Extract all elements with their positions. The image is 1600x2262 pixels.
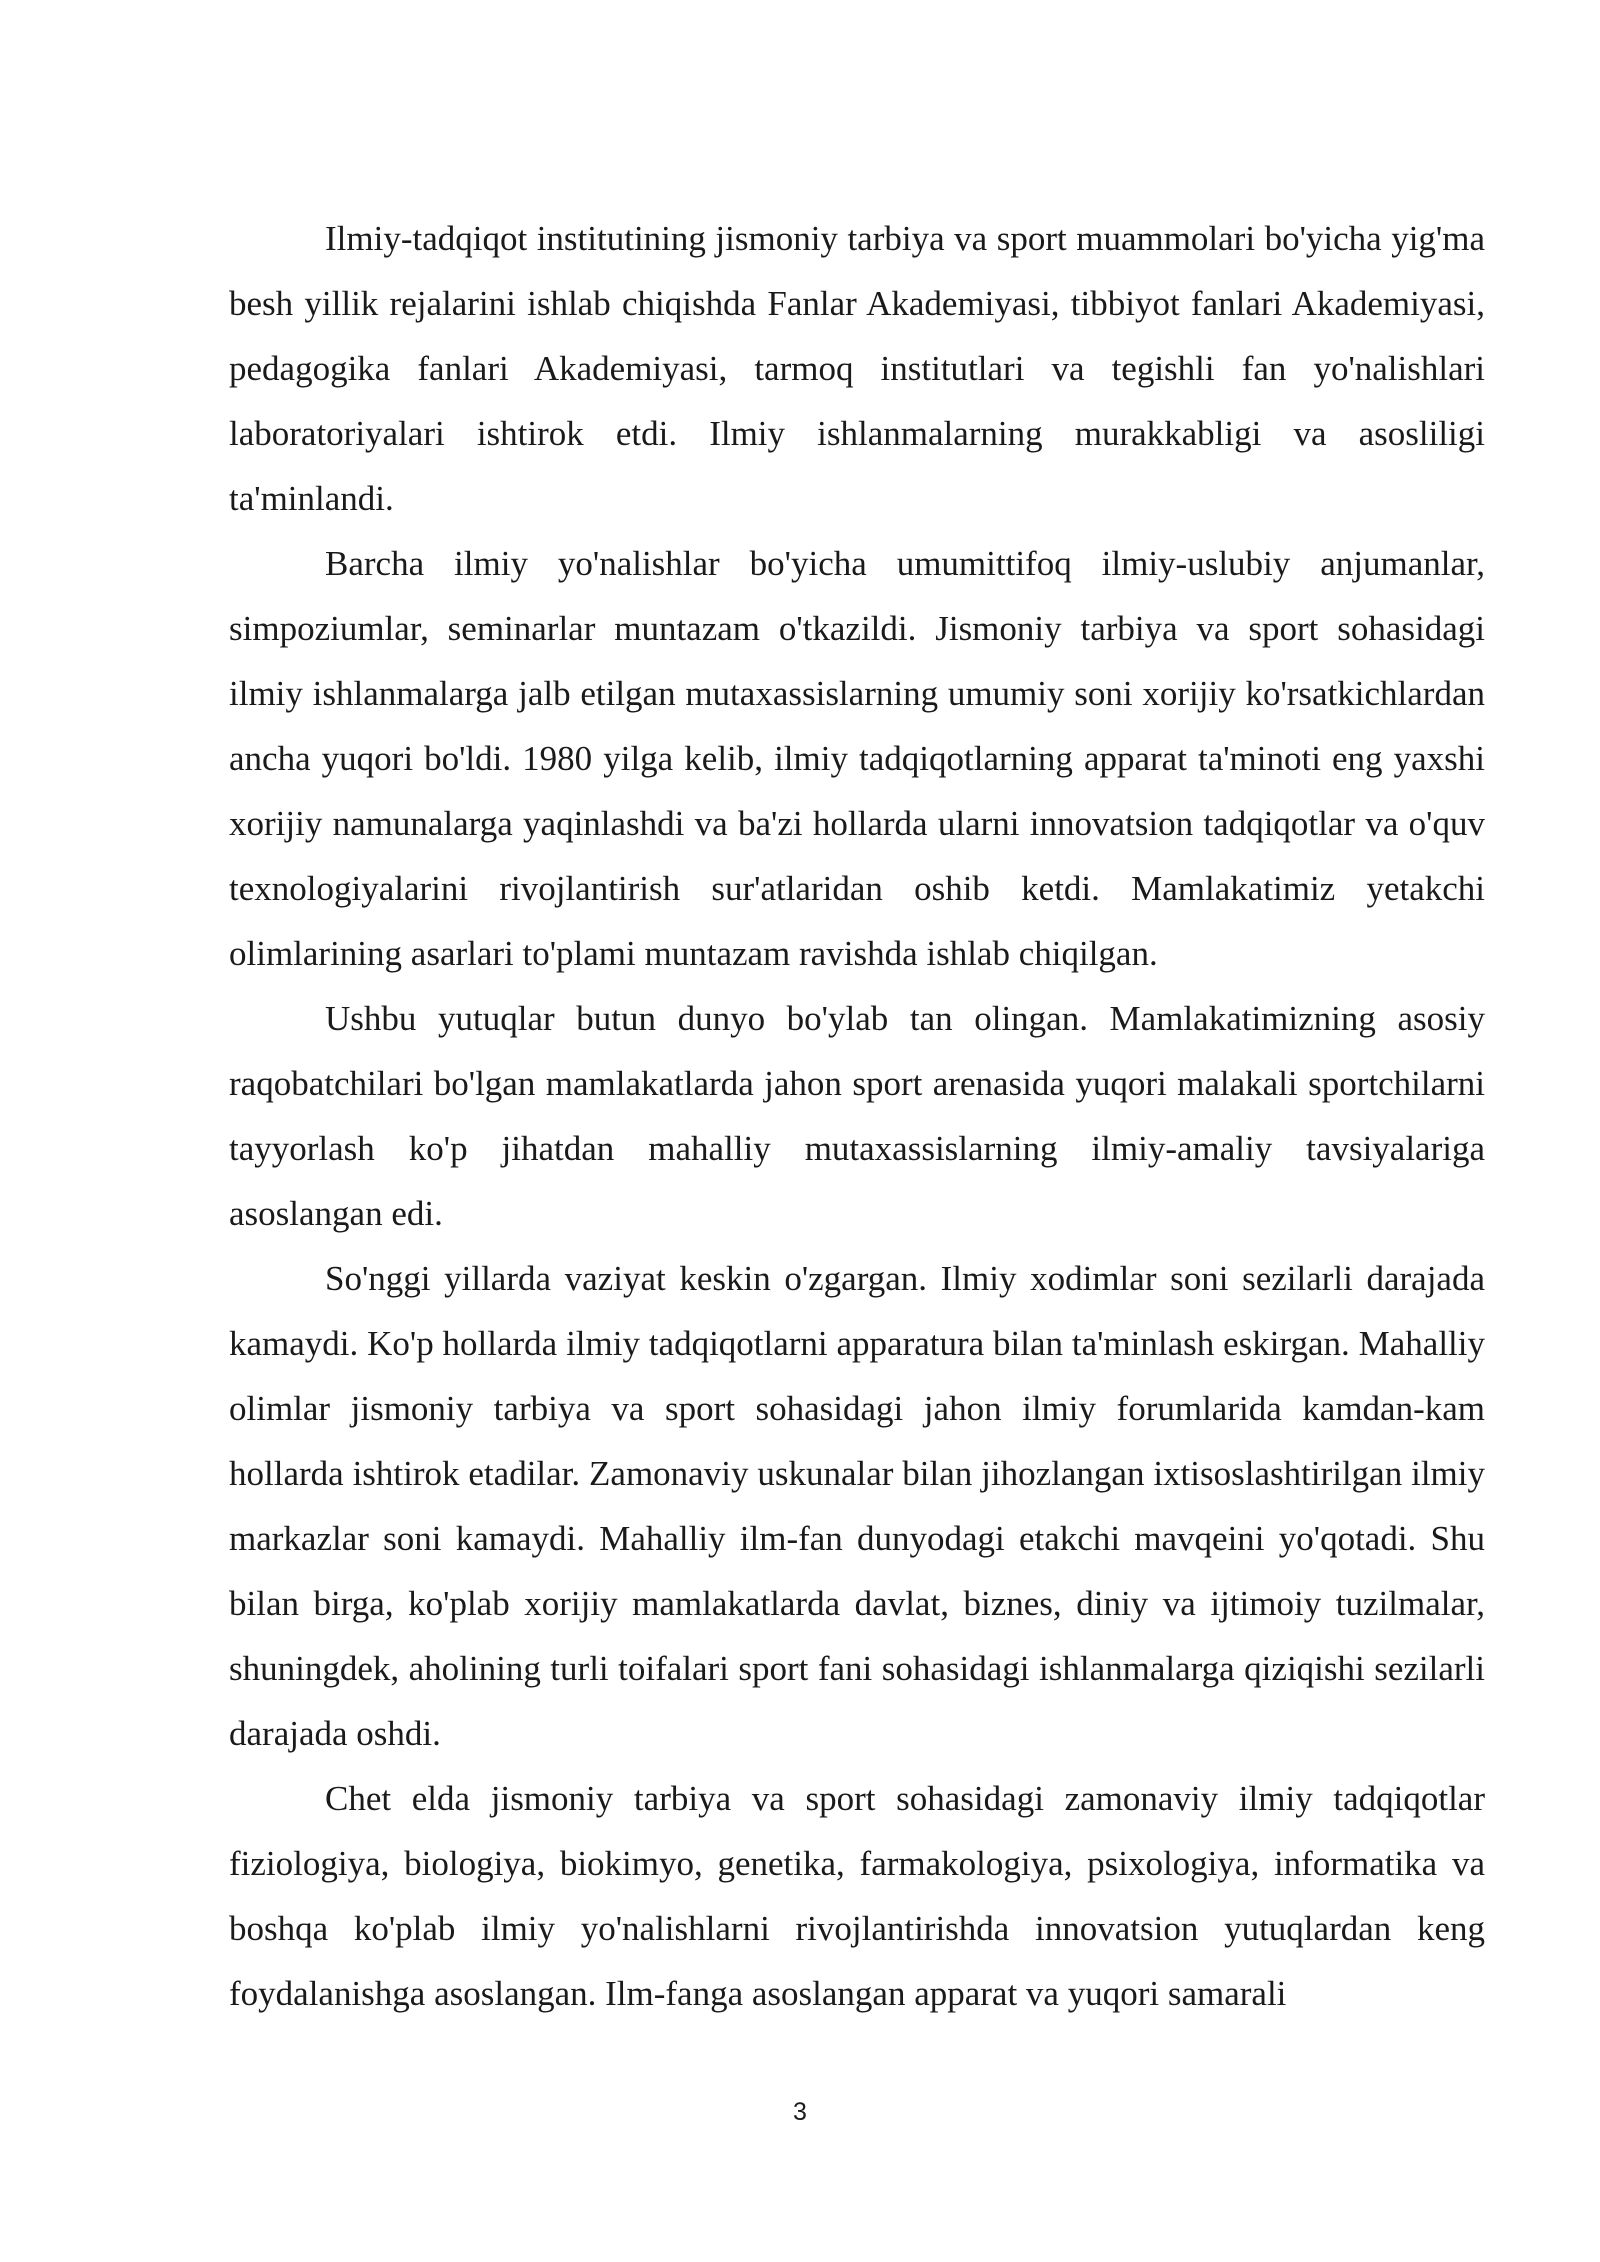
paragraph: So'nggi yillarda vaziyat keskin o'zgargan. Ilmiy xodimlar soni sezilarli darajada kamaydi. Ko'p hollarda ilmiy tadqiqotlarni apparatura bilan ta'minlash eskirgan. Mahalliy olimlar jismoniy tarbiya va sport sohasidagi jahon ilmiy forumlarida kamdan-kam hollarda ishtirok etadilar. Zamonaviy uskunalar bilan jihozlangan ixtisoslashtirilgan ilmiy markazlar soni kamaydi. Mahalliy ilm-fan dunyodagi etakchi mavqeini yo'qotadi. Shu bilan birga, ko'plab xorijiy mamlakatlarda davlat, biznes, diniy va ijtimoiy tuzilmalar, shuningdek, aholining turli toifalari sport fani sohasidagi ishlanmalarga qiziqishi sezilarli darajada oshdi. (229, 1259, 1485, 1753)
document-body (229, 206, 1485, 2026)
paragraph: Chet elda jismoniy tarbiya va sport sohasidagi zamonaviy ilmiy tadqiqotlar fiziologiya, biologiya, biokimyo, genetika, farmakologiya, psixologiya, informatika va boshqa ko'plab ilmiy yo'nalishlarni rivojlantirishda innovatsion yutuqlardan keng foydalanishga asoslangan. Ilm-fanga asoslangan apparat va yuqori samarali (229, 1779, 1485, 2013)
paragraph: Barcha ilmiy yo'nalishlar bo'yicha umumittifoq ilmiy-uslubiy anjumanlar, simpoziumlar, seminarlar muntazam o'tkazildi. Jismoniy tarbiya va sport sohasidagi ilmiy ishlanmalarga jalb etilgan mutaxassislarning umumiy soni xorijiy ko'rsatkichlardan ancha yuqori bo'ldi. 1980 yilga kelib, ilmiy tadqiqotlarning apparat ta'minoti eng yaxshi xorijiy namunalarga yaqinlashdi va ba'zi hollarda ularni innovatsion tadqiqotlar va o'quv texnologiyalarini rivojlantirish sur'atlaridan oshib ketdi. Mamlakatimiz yetakchi olimlarining asarlari to'plami muntazam ravishda ishlab chiqilgan. (229, 544, 1485, 973)
page-number: 3 (793, 2098, 807, 2126)
paragraph: Ushbu yutuqlar butun dunyo bo'ylab tan olingan. Mamlakatimizning asosiy raqobatchilari bo'lgan mamlakatlarda jahon sport arenasida yuqori malakali sportchilarni tayyorlash ko'p jihatdan mahalliy mutaxassislarning ilmiy-amaliy tavsiyalariga asoslangan edi. (229, 999, 1485, 1233)
paragraph: Ilmiy-tadqiqot institutining jismoniy tarbiya va sport muammolari bo'yicha yig'ma besh yillik rejalarini ishlab chiqishda Fanlar Akademiyasi, tibbiyot fanlari Akademiyasi, pedagogika fanlari Akademiyasi, tarmoq institutlari va tegishli fan yo'nalishlari laboratoriyalari ishtirok etdi. Ilmiy ishlanmalarning murakkabligi va asosliligi ta'minlandi. (229, 219, 1485, 518)
